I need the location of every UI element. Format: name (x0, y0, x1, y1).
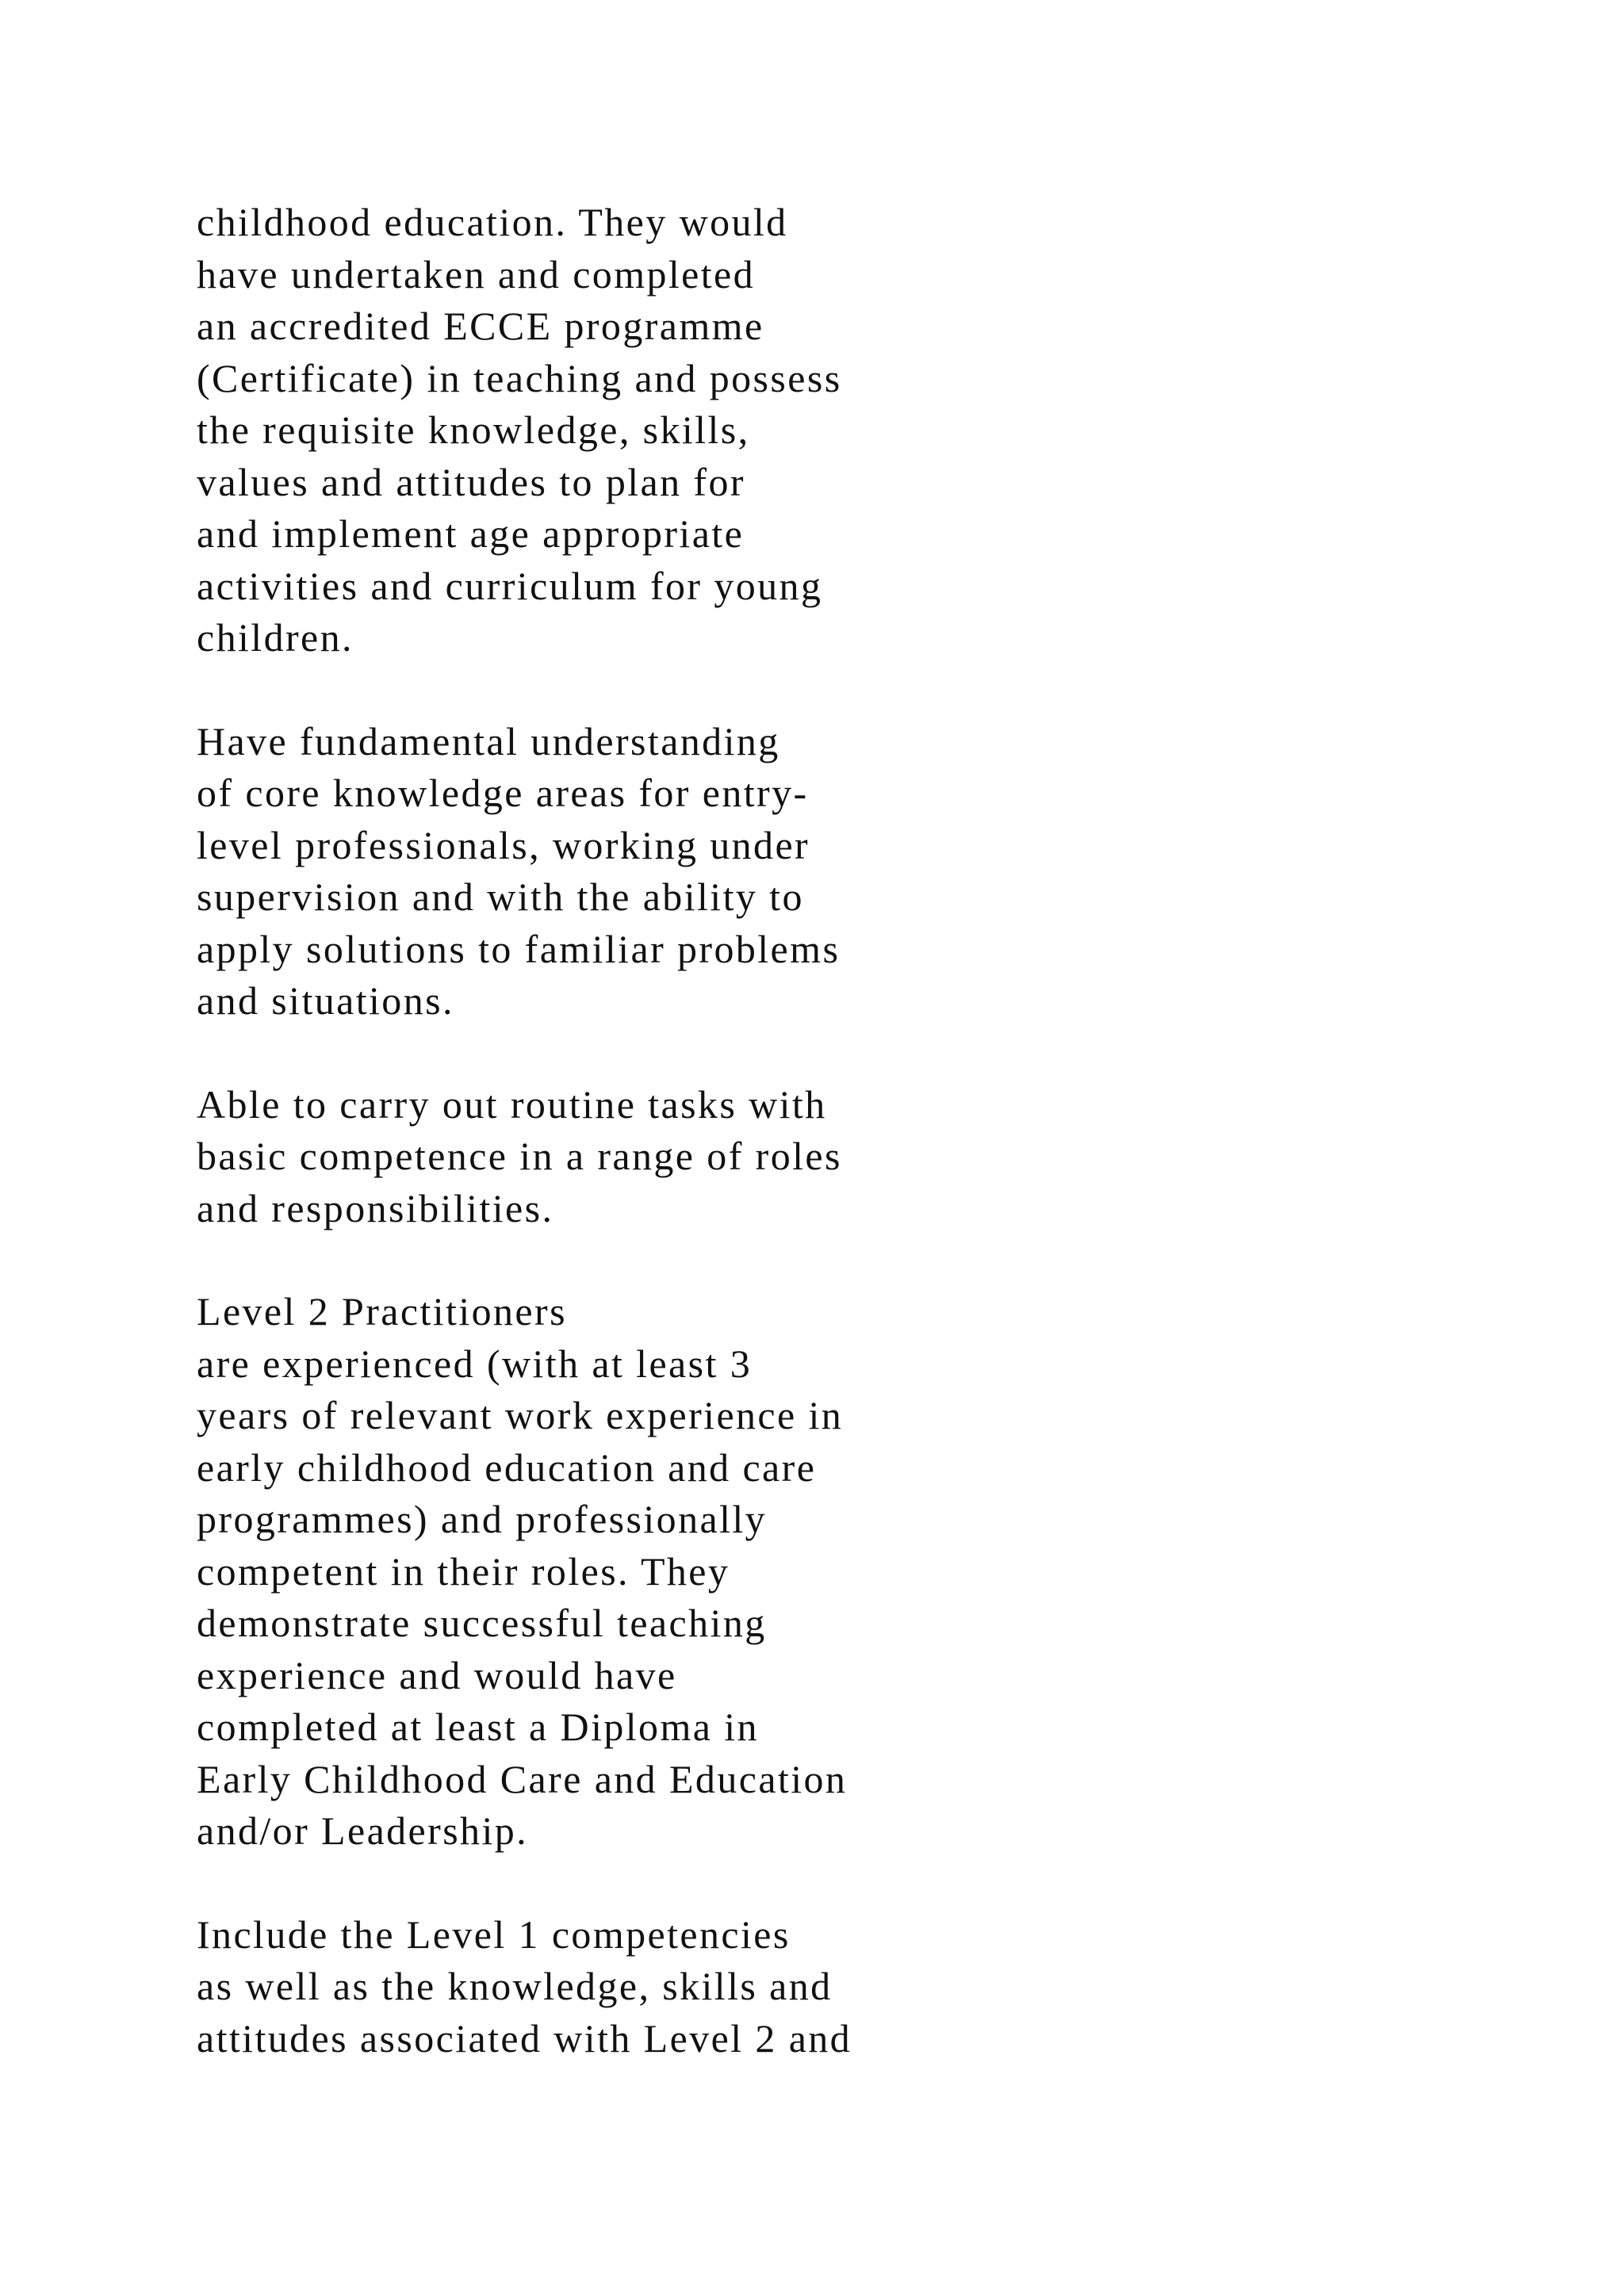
text-line: early childhood education and care (197, 1445, 817, 1490)
text-line: activities and curriculum for young (197, 563, 823, 608)
body-text (197, 197, 1148, 2116)
text-line: completed at least a Diploma in (197, 1705, 759, 1749)
text-line: and/or Leadership. (197, 1808, 529, 1853)
text-line: values and attitudes to plan for (197, 459, 745, 504)
text-line: supervision and with the ability to (197, 874, 804, 919)
paragraph-2 (197, 716, 1148, 1027)
text-line: childhood education. They would (197, 200, 788, 244)
text-line: and situations. (197, 978, 454, 1023)
paragraph-1 (197, 197, 1148, 664)
text-line: children. (197, 615, 354, 660)
paragraph-3 (197, 1079, 1148, 1235)
text-line: years of relevant work experience in (197, 1393, 844, 1437)
paragraph-4 (197, 1286, 1148, 1858)
text-line: as well as the knowledge, skills and (197, 1964, 833, 2008)
text-line: attitudes associated with Level 2 and (197, 2015, 852, 2061)
text-line: Early Childhood Care and Education (197, 1756, 848, 1801)
text-line: Have fundamental understanding (197, 718, 780, 763)
text-line: have undertaken and completed (197, 251, 756, 297)
text-line: an accredited ECCE programme (197, 304, 764, 348)
text-line: demonstrate successful teaching (197, 1601, 767, 1645)
text-line: Include the Level 1 competencies (197, 1911, 791, 1957)
text-line: Able to carry out routine tasks with (197, 1081, 827, 1127)
text-line: the requisite knowledge, skills, (197, 408, 750, 452)
paragraph-5 (197, 1909, 1148, 2065)
text-line: are experienced (with at least 3 (197, 1341, 753, 1386)
text-line: basic competence in a range of roles (197, 1134, 842, 1178)
text-line: and implement age appropriate (197, 511, 745, 556)
text-line: apply solutions to familiar problems (197, 926, 841, 971)
text-line: competent in their roles. They (197, 1548, 730, 1594)
text-line: (Certificate) in teaching and possess (197, 355, 842, 400)
text-line: level professionals, working under (197, 822, 810, 867)
text-line: experience and would have (197, 1652, 677, 1697)
text-line: programmes) and professionally (197, 1497, 768, 1541)
text-line: and responsibilities. (197, 1185, 554, 1230)
text-line: Level 2 Practitioners (197, 1289, 567, 1334)
text-line: of core knowledge areas for entry- (197, 771, 809, 815)
